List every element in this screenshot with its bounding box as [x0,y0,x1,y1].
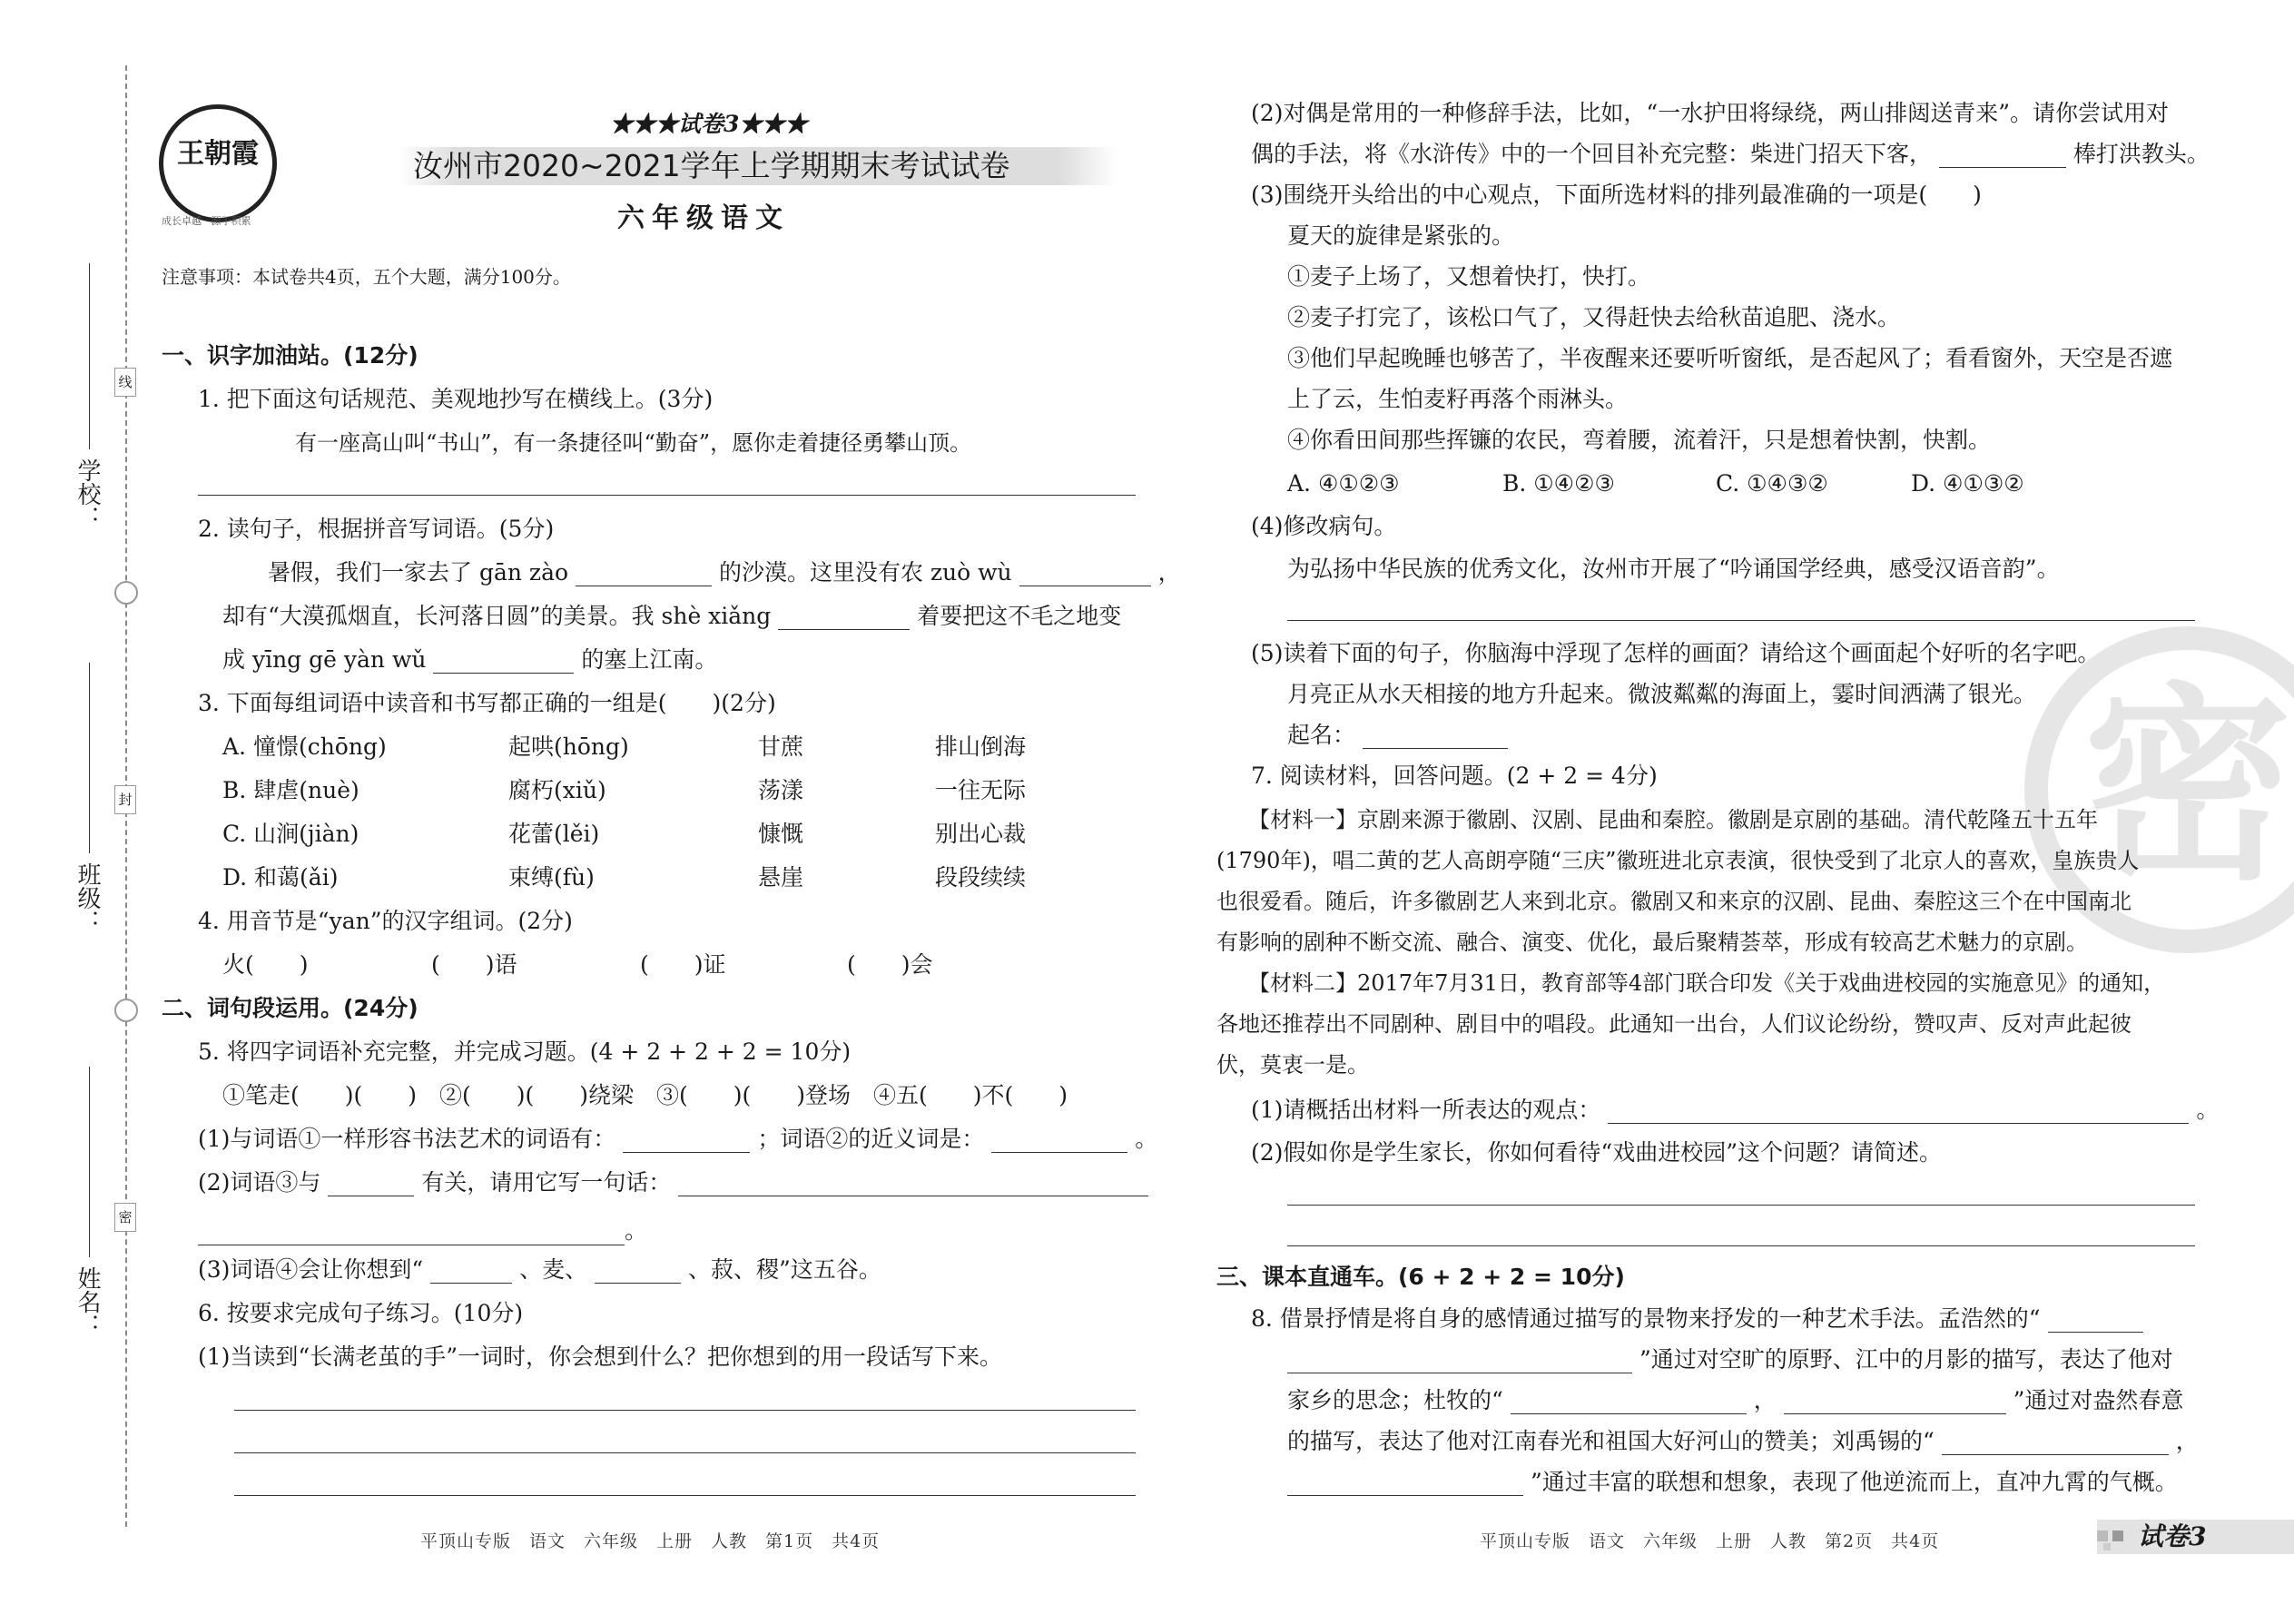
q8-text: ”通过对盎然春意 [2013,1387,2184,1413]
paper-badge: ★★★试卷3★★★ [610,111,808,137]
brand-logo [159,104,277,222]
name-label: 姓名： [74,1266,101,1337]
q1-prompt: 1. 把下面这句话规范、美观地抄写在横线上。(3分) [198,386,714,412]
q8-line1 [1251,1305,2143,1333]
material-2-line: 【材料二】2017年7月31日，教育部等4部门联合印发《关于戏曲进校园的实施意见》的通知， [1248,970,2166,996]
material-1-line: 也很爱看。随后，许多徽剧艺人来到北京。徽剧又和来京的汉剧、昆曲、秦腔这三个在中国南北 [1216,889,2132,914]
school-label: 学校： [74,458,101,529]
q2-text: 成 yīng gē yàn wǔ [222,646,427,673]
q2-prompt: 2. 读句子，根据拼音写词语。(5分) [198,516,555,542]
q6-3-option-b[interactable]: B. ①④②③ [1502,470,1615,497]
q7-prompt: 7. 阅读材料，回答问题。(2 + 2 = 4分) [1251,763,1658,789]
q6-2-line2 [1251,141,2210,168]
q5-text: (3)词语④会让你想到“ [198,1256,424,1283]
q2-text: ， [1157,559,1181,586]
footer-right: 平顶山专版 语文 六年级 上册 人教 第2页 共4页 [1480,1531,1940,1551]
stamp-text: 密 [2082,664,2292,909]
q8-line3 [1287,1387,2183,1414]
name-field[interactable] [1363,726,1508,749]
blank-field[interactable] [778,607,910,630]
paper-title: 汝州市2020~2021学年上学期期末考试试卷 [413,148,1010,183]
q1-sentence: 有一座高山叫“书山”，有一条捷径叫“勤奋”，愿你走着捷径勇攀山顶。 [295,430,972,456]
paper-tag: 试卷3 [2138,1521,2207,1551]
q3-a3: 甘蔗 [758,733,804,760]
q2-line1 [268,559,1181,586]
binding-hole-icon [114,999,138,1022]
seal-mark-line: 线 [114,368,136,397]
blank-field[interactable] [1942,1432,2169,1455]
q6-5-sentence: 月亮正从水天相接的地方升起来。微波粼粼的海面上，霎时间洒满了银光。 [1287,681,2037,707]
q6-3-option-a[interactable]: A. ④①②③ [1287,470,1400,497]
q2-text: 着要把这不毛之地变 [917,603,1122,629]
q3-c4: 别出心裁 [935,821,1027,847]
blank-field[interactable] [1939,145,2066,168]
q5-2 [198,1169,1148,1196]
section-2-title: 二、词句段运用。(24分) [162,995,418,1021]
q8-text: 家乡的思念；杜牧的“ [1287,1387,1503,1413]
q4-item-2[interactable]: ( )语 [431,951,517,978]
q8-text: ， [1753,1387,1777,1413]
q6-text: 偶的手法，将《水浒传》中的一个回目补充完整：柴进门招天下客， [1251,141,1933,167]
q6-3-option-d[interactable]: D. ④①③② [1911,470,2024,497]
q4-item-3[interactable]: ( )证 [640,951,726,978]
logo-motto: 成长卓越 · 源于积累 [162,215,251,227]
q6-1-answer-line[interactable] [234,1452,1136,1453]
q8-text: ”通过丰富的联想和想象，表现了他逆流而上，直冲九霄的气概。 [1530,1469,2178,1495]
blank-field[interactable] [991,1130,1127,1153]
q5-text: 。 [625,1217,648,1244]
blank-field[interactable] [1784,1392,2006,1414]
footer-left: 平顶山专版 语文 六年级 上册 人教 第1页 共4页 [420,1531,881,1551]
blank-field[interactable] [678,1174,1148,1196]
blank-field[interactable] [1287,1473,1523,1496]
blank-field[interactable] [2048,1310,2143,1333]
q6-prompt: 6. 按要求完成句子练习。(10分) [198,1300,524,1326]
blank-field[interactable] [1287,1351,1632,1373]
class-field[interactable] [89,663,90,853]
q2-line2 [222,603,1121,630]
q6-3-line: ②麦子打完了，该松口气了，又得赶快去给秋苗追肥、浇水。 [1287,304,1901,330]
q3-a4: 排山倒海 [935,733,1027,760]
q6-text: 棒打洪教头。 [2072,141,2210,167]
footer-tag-squares [2112,1530,2123,1541]
binding-hole-icon [114,581,138,605]
q5-text: 有关，请用它写一句话： [421,1169,672,1196]
q6-5-prompt: (5)读着下面的句子，你脑海中浮现了怎样的画面？请给这个画面起个好听的名字吧。 [1251,640,2101,666]
material-1-line: (1790年)，唱二黄的艺人高朗亭随“三庆”徽班进北京表演，很快受到了北京人的喜欢，皇族贵人 [1216,848,2140,873]
q4-prompt: 4. 用音节是“yan”的汉字组词。(2分) [198,908,573,934]
q6-2-line1: (2)对偶是常用的一种修辞手法，比如，“一水护田将绿绕，两山排闼送青来”。请你尝试用对 [1251,100,2169,126]
q3-a1: A. 憧憬(chōng) [222,733,387,760]
class-label: 班级： [74,862,101,933]
q8-text: ”通过对空旷的原野、江中的月影的描写，表达了他对 [1639,1346,2173,1373]
q7-2-answer-line[interactable] [1287,1205,2195,1206]
q6-3-prompt: (3)围绕开头给出的中心观点，下面所选材料的排列最准确的一项是( ) [1251,182,1982,208]
blank-field[interactable] [328,1174,414,1196]
q8-line2 [1287,1346,2173,1373]
q5-text: (1)与词语①一样形容书法艺术的词语有： [198,1126,616,1152]
q3-d2: 束缚(fù) [508,864,595,891]
seal-mark-secret: 密 [114,1203,136,1232]
q5-2-continuation [198,1213,648,1244]
q3-a2: 起哄(hōng) [508,733,629,760]
name-field[interactable] [89,1067,90,1257]
q3-c2: 花蕾(lěi) [508,821,600,847]
q1-answer-line[interactable] [198,495,1136,496]
blank-field[interactable] [1608,1101,2189,1124]
q5-words: ①笔走( )( ) ②( )( )绕梁 ③( )( )登场 ④五( )不( ) [222,1082,1068,1108]
q5-text: 、麦、 [519,1256,588,1283]
material-2-line: 各地还推荐出不同剧种、剧目中的唱段。此通知一出台，人们议论纷纷，赞叹声、反对声此起彼 [1216,1011,2132,1037]
blank-field[interactable] [430,1261,512,1284]
q8-text: 8. 借景抒情是将自身的感情通过描写的景物来抒发的一种艺术手法。孟浩然的“ [1251,1305,2041,1332]
q6-4-sentence: 为弘扬中华民族的优秀文化，汝州市开展了“吟诵国学经典，感受汉语音韵”。 [1287,556,2060,582]
q3-d4: 段段续续 [935,864,1027,891]
q5-text: (2)词语③与 [198,1169,321,1196]
q7-text: 。 [2196,1097,2220,1123]
q8-line5 [1287,1469,2178,1496]
notice: 注意事项：本试卷共4页，五个大题，满分100分。 [162,266,571,288]
material-1-line: 有影响的剧种不断交流、融合、演变、优化，最后聚精荟萃，形成有较高艺术魅力的京剧。 [1216,930,2088,955]
q3-b3: 荡漾 [758,777,804,803]
q6-3-line: ①麦子上场了，又想着快打，快打。 [1287,263,1651,290]
q6-3-option-c[interactable]: C. ①④③② [1716,470,1828,497]
q6-3-line: 夏天的旋律是紧张的。 [1287,222,1515,249]
paper-subtitle: 六年级语文 [617,202,790,234]
q4-item-1[interactable]: 火( ) [222,951,309,978]
q3-b2: 腐朽(xiǔ) [508,777,606,803]
q6-4-prompt: (4)修改病句。 [1251,513,1397,539]
q7-1 [1251,1097,2219,1124]
q2-text: 的塞上江南。 [581,646,718,673]
q3-c1: C. 山涧(jiàn) [222,821,359,847]
q3-b1: B. 肆虐(nuè) [222,777,359,803]
q6-3-line: ③他们早起晚睡也够苦了，半夜醒来还要听听窗纸，是否起风了；看看窗外，天空是否遮 [1287,345,2173,371]
q6-3-line: ④你看田间那些挥镰的农民，弯着腰，流着汗，只是想着快割，快割。 [1287,427,1992,453]
q2-text: 的沙漠。这里没有农 zuò wù [718,559,1012,586]
blank-field[interactable] [623,1130,750,1153]
seal-mark-seal: 封 [114,785,136,814]
q7-2-answer-line[interactable] [1287,1245,2195,1246]
q3-c3: 慷慨 [758,821,804,847]
q3-prompt: 3. 下面每组词语中读音和书写都正确的一组是( )(2分) [198,690,776,716]
q8-line4 [1287,1428,2199,1455]
q3-b4: 一往无际 [935,777,1027,803]
q6-4-answer-line[interactable] [1287,620,2195,621]
q5-text: 、菽、稷”这五谷。 [688,1256,881,1283]
q6-3-line: 上了云，生怕麦籽再落个雨淋头。 [1287,386,1629,412]
q6-5-name [1287,722,1508,749]
q7-2: (2)假如你是学生家长，你如何看待“戏曲进校园”这个问题？请简述。 [1251,1139,1942,1166]
q6-1-prompt: (1)当读到“长满老茧的手”一词时，你会想到什么？把你想到的用一段话写下来。 [198,1343,1002,1370]
footer-tag-squares [2097,1530,2108,1541]
q8-text: 的描写，表达了他对江南春光和祖国大好河山的赞美；刘禹锡的“ [1287,1428,1935,1454]
q5-3 [198,1256,881,1284]
blank-field[interactable] [576,564,712,586]
q8-text: ， [2175,1428,2199,1454]
q3-d1: D. 和蔼(ǎi) [222,864,339,891]
section-3-title: 三、课本直通车。(6 + 2 + 2 = 10分) [1216,1264,1625,1290]
q5-text: ；词语②的近义词是： [757,1126,985,1152]
material-1-line: 【材料一】京剧来源于徽剧、汉剧、昆曲和秦腔。徽剧是京剧的基础。清代乾隆五十五年 [1248,807,2098,832]
q2-text: 暑假，我们一家去了 gān zào [268,559,569,586]
material-2-line: 伏，莫衷一是。 [1216,1052,1369,1078]
blank-field[interactable] [433,651,574,674]
q6-1-answer-line[interactable] [234,1495,1136,1496]
q2-line3 [222,646,717,674]
q7-text: (1)请概括出材料一所表达的观点： [1251,1097,1601,1123]
school-field[interactable] [89,263,90,449]
q4-item-4[interactable]: ( )会 [847,951,933,978]
q3-d3: 悬崖 [758,864,804,891]
blank-field[interactable] [1511,1392,1747,1414]
blank-field[interactable] [595,1261,681,1284]
q5-prompt: 5. 将四字词语补充完整，并完成习题。(4 + 2 + 2 + 2 = 10分) [198,1038,852,1065]
q5-text: 。 [1135,1126,1158,1152]
q5-1 [198,1126,1157,1153]
section-1-title: 一、识字加油站。(12分) [162,342,418,369]
q6-1-answer-line[interactable] [234,1410,1136,1411]
blank-field[interactable] [1019,564,1151,586]
footer-tag-squares [2103,1543,2111,1550]
blank-field[interactable] [198,1223,625,1245]
q2-text: 却有“大漠孤烟直，长河落日圆”的美景。我 shè xiǎng [222,603,772,629]
q6-5-name-label: 起名： [1287,722,1356,748]
logo-text: 王朝霞 [177,138,259,170]
